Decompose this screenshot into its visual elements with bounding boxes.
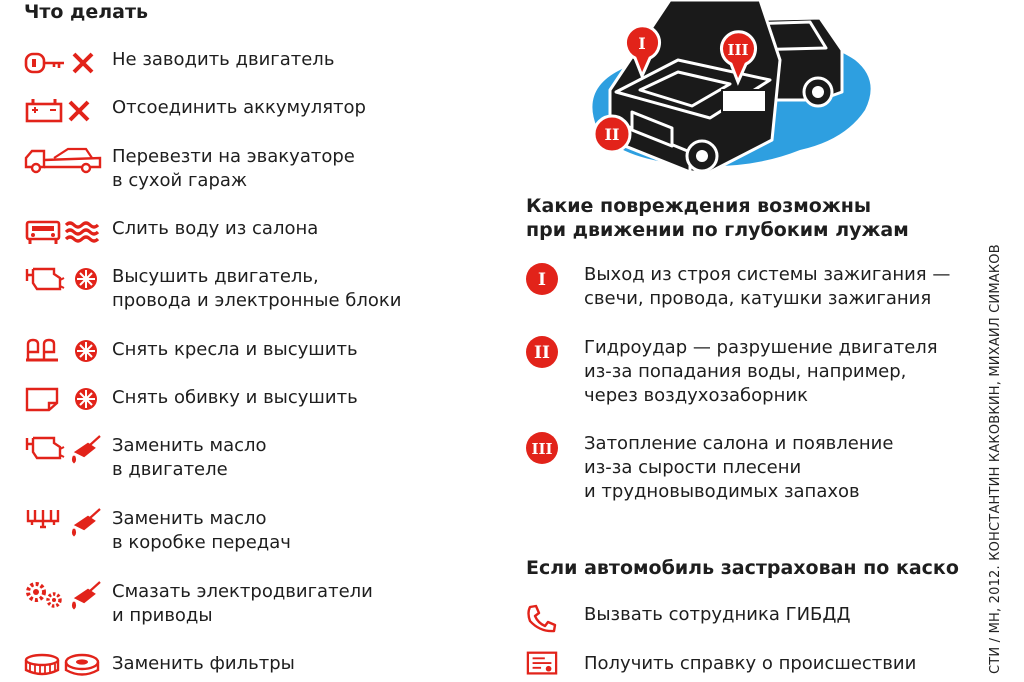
gears-icon (24, 580, 104, 610)
cross-icon (70, 102, 88, 120)
oil-can-icon (73, 436, 100, 462)
svg-text:III: III (727, 41, 749, 59)
roman-numeral-badge (526, 432, 558, 464)
phone-icon (526, 603, 558, 635)
svg-text:III: III (531, 440, 553, 458)
engine-icon (24, 265, 104, 295)
water-waves-icon (66, 223, 98, 241)
certificate-icon (526, 648, 558, 680)
seats-icon (24, 338, 104, 368)
battery-icon (24, 96, 104, 126)
upholstery-icon (24, 386, 104, 416)
dry-fan-icon (75, 340, 97, 362)
tow-truck-icon (24, 145, 104, 175)
svg-text:I: I (538, 270, 546, 290)
oil-can-icon (73, 582, 100, 608)
image-credit: СТИ / МН, 2012. КОНСТАНТИН КАКОВКИН, МИХАИЛ СИМАКОВ (988, 244, 1003, 674)
insurance-heading: Если автомобиль застрахован по каско (526, 557, 959, 579)
key-icon (24, 48, 104, 78)
left-heading: Что делать (24, 1, 149, 23)
svg-text:II: II (604, 125, 620, 144)
roman-numeral-badge (526, 263, 558, 295)
item-text: Не заводить двигатель (112, 49, 335, 70)
svg-text:II: II (534, 343, 550, 363)
damage-heading: Какие повреждения возможны при движении по глубоким лужам (526, 195, 909, 241)
roman-numeral-badge (526, 336, 558, 368)
car-front-icon (24, 217, 104, 247)
cross-icon (74, 54, 92, 72)
svg-text:I: I (638, 34, 646, 53)
filters-icon (24, 652, 104, 682)
dry-fan-icon (75, 388, 97, 410)
marker-hydrolock (594, 116, 630, 152)
item-icons (24, 48, 104, 78)
engine-icon (24, 434, 104, 464)
dry-fan-icon (75, 268, 97, 290)
gearbox-icon (24, 507, 104, 537)
oil-can-icon (73, 509, 100, 535)
flooded-car-illustration (580, 0, 880, 185)
